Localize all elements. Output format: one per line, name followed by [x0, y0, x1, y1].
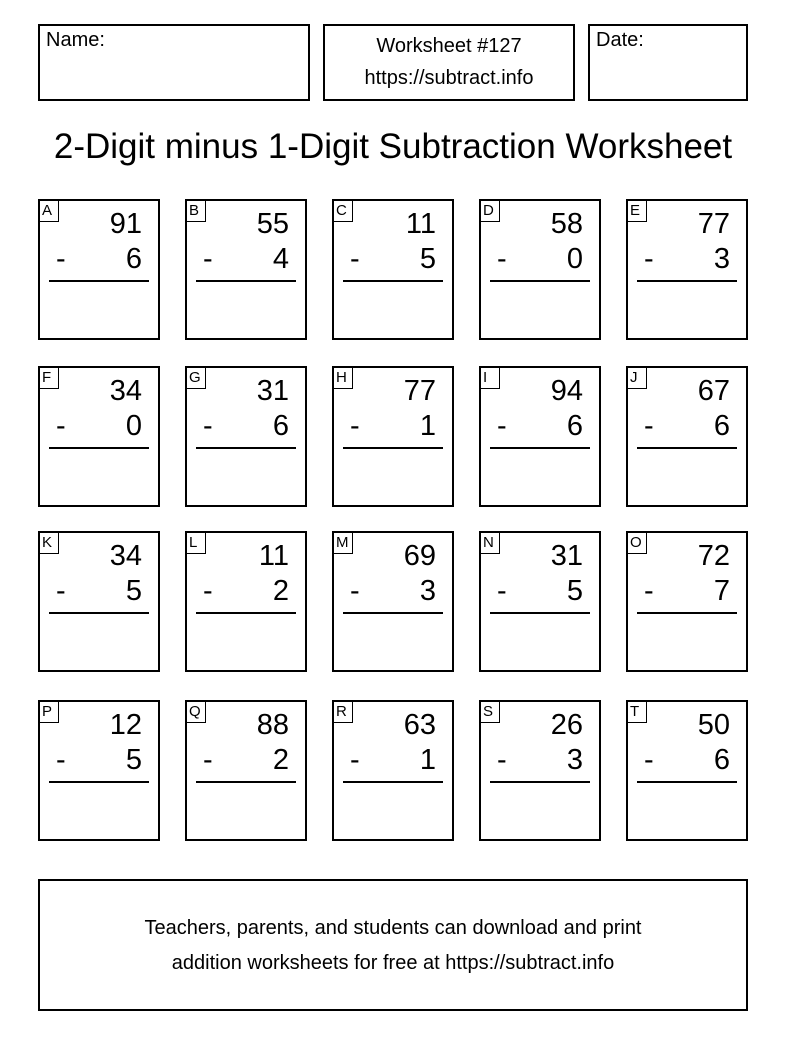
minuend: 12: [109, 709, 142, 741]
subtrahend: 0: [125, 410, 142, 442]
problem-f: [38, 366, 160, 507]
minuend: 63: [403, 709, 436, 741]
subtrahend: 5: [125, 575, 142, 607]
minus-sign: -: [203, 410, 213, 442]
problem-label: F: [39, 367, 59, 389]
minus-sign: -: [203, 744, 213, 776]
subtrahend: 5: [125, 744, 142, 776]
problem-label: D: [480, 200, 500, 222]
subtrahend: 7: [713, 575, 730, 607]
minus-sign: -: [350, 243, 360, 275]
subtrahend: 5: [419, 243, 436, 275]
answer-line: [343, 280, 443, 282]
problem-label: I: [480, 367, 500, 389]
problem-l: [185, 531, 307, 672]
subtrahend: 5: [566, 575, 583, 607]
answer-line: [49, 781, 149, 783]
problem-label: G: [186, 367, 206, 389]
minus-sign: -: [497, 575, 507, 607]
problem-o: [626, 531, 748, 672]
answer-line: [49, 280, 149, 282]
answer-line: [343, 612, 443, 614]
minus-sign: -: [644, 243, 654, 275]
date-box[interactable]: [588, 24, 748, 101]
footer-box: [38, 879, 748, 1011]
problem-label: T: [627, 701, 647, 723]
problem-g: [185, 366, 307, 507]
minuend: 72: [697, 540, 730, 572]
minus-sign: -: [350, 744, 360, 776]
problem-s: [479, 700, 601, 841]
subtrahend: 6: [566, 410, 583, 442]
answer-line: [637, 280, 737, 282]
minuend: 50: [697, 709, 730, 741]
problem-q: [185, 700, 307, 841]
problem-label: O: [627, 532, 647, 554]
answer-line: [49, 447, 149, 449]
problem-label: N: [480, 532, 500, 554]
minus-sign: -: [56, 575, 66, 607]
answer-line: [490, 612, 590, 614]
minuend: 88: [256, 709, 289, 741]
subtrahend: 6: [125, 243, 142, 275]
answer-line: [343, 781, 443, 783]
answer-line: [196, 781, 296, 783]
answer-line: [343, 447, 443, 449]
minus-sign: -: [350, 410, 360, 442]
minuend: 31: [550, 540, 583, 572]
problem-label: L: [186, 532, 206, 554]
subtrahend: 0: [566, 243, 583, 275]
problem-t: [626, 700, 748, 841]
minuend: 94: [550, 375, 583, 407]
footer-line-1: Teachers, parents, and students can download and print: [144, 917, 642, 939]
minus-sign: -: [497, 243, 507, 275]
minus-sign: -: [497, 744, 507, 776]
subtrahend: 3: [419, 575, 436, 607]
answer-line: [490, 447, 590, 449]
problem-label: M: [333, 532, 353, 554]
date-label: Date:: [596, 29, 644, 51]
minuend: 55: [256, 208, 289, 240]
subtrahend: 2: [272, 575, 289, 607]
answer-line: [196, 612, 296, 614]
minus-sign: -: [203, 575, 213, 607]
minus-sign: -: [56, 410, 66, 442]
minus-sign: -: [497, 410, 507, 442]
minus-sign: -: [56, 744, 66, 776]
page-title: 2-Digit minus 1-Digit Subtraction Worksheet: [53, 127, 733, 166]
answer-line: [49, 612, 149, 614]
name-label: Name:: [46, 29, 105, 51]
problem-r: [332, 700, 454, 841]
answer-line: [637, 781, 737, 783]
minuend: 26: [550, 709, 583, 741]
minuend: 31: [256, 375, 289, 407]
problem-label: E: [627, 200, 647, 222]
minuend: 77: [403, 375, 436, 407]
minuend: 58: [550, 208, 583, 240]
minus-sign: -: [644, 410, 654, 442]
worksheet-info-box: [323, 24, 575, 101]
problem-label: R: [333, 701, 353, 723]
minus-sign: -: [350, 575, 360, 607]
worksheet-url: https://subtract.info: [364, 67, 534, 89]
problem-m: [332, 531, 454, 672]
minuend: 34: [109, 540, 142, 572]
minuend: 34: [109, 375, 142, 407]
footer-line-2: addition worksheets for free at https://subtract.info: [171, 952, 615, 974]
subtrahend: 4: [272, 243, 289, 275]
problem-j: [626, 366, 748, 507]
problem-label: S: [480, 701, 500, 723]
minuend: 77: [697, 208, 730, 240]
problem-k: [38, 531, 160, 672]
problem-a: [38, 199, 160, 340]
minuend: 67: [697, 375, 730, 407]
answer-line: [196, 447, 296, 449]
subtrahend: 6: [272, 410, 289, 442]
name-box[interactable]: [38, 24, 310, 101]
problem-p: [38, 700, 160, 841]
problem-label: A: [39, 200, 59, 222]
subtrahend: 1: [419, 410, 436, 442]
subtrahend: 6: [713, 410, 730, 442]
subtrahend: 3: [713, 243, 730, 275]
minuend: 69: [403, 540, 436, 572]
problem-d: [479, 199, 601, 340]
problem-i: [479, 366, 601, 507]
problem-c: [332, 199, 454, 340]
problem-label: H: [333, 367, 353, 389]
subtrahend: 1: [419, 744, 436, 776]
problem-h: [332, 366, 454, 507]
subtrahend: 2: [272, 744, 289, 776]
problem-label: Q: [186, 701, 206, 723]
answer-line: [196, 280, 296, 282]
problem-n: [479, 531, 601, 672]
problem-label: C: [333, 200, 353, 222]
minuend: 11: [258, 540, 289, 572]
minuend: 91: [109, 208, 142, 240]
minus-sign: -: [203, 243, 213, 275]
problem-label: P: [39, 701, 59, 723]
answer-line: [637, 612, 737, 614]
minuend: 11: [405, 208, 436, 240]
problem-b: [185, 199, 307, 340]
subtrahend: 3: [566, 744, 583, 776]
minus-sign: -: [644, 575, 654, 607]
subtrahend: 6: [713, 744, 730, 776]
minus-sign: -: [644, 744, 654, 776]
problem-label: J: [627, 367, 647, 389]
minus-sign: -: [56, 243, 66, 275]
problem-label: K: [39, 532, 59, 554]
answer-line: [490, 781, 590, 783]
answer-line: [637, 447, 737, 449]
worksheet-number: Worksheet #127: [376, 35, 522, 57]
problem-e: [626, 199, 748, 340]
answer-line: [490, 280, 590, 282]
problem-label: B: [186, 200, 206, 222]
